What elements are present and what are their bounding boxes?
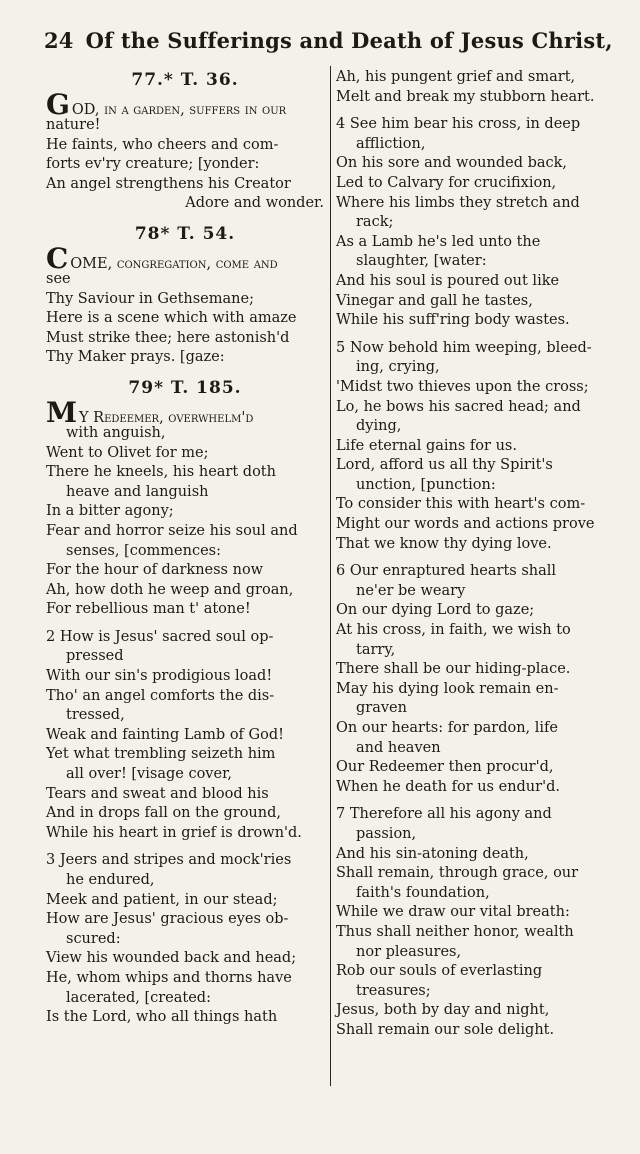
verse-line: View his wounded back and head; — [46, 950, 297, 967]
verse-line: Ah, his pungent grief and smart, — [336, 69, 576, 85]
verse-line: Thy Saviour in Gethsemane; — [46, 290, 254, 307]
verse-line: Life eternal gains for us. — [336, 437, 517, 454]
verse-line: heave and languish — [66, 483, 209, 500]
verse-line: 7 Therefore all his agony and — [336, 806, 552, 823]
verse-line: How are Jesus' gracious eyes ob- — [46, 911, 289, 928]
verse-line: At his cross, in faith, we wish to — [336, 622, 571, 639]
verse-line: Lord, afford us all thy Spirit's — [336, 457, 553, 474]
verse-line: Led to Calvary for crucifixion, — [336, 174, 557, 191]
verse-line: Our Redeemer then procur'd, — [336, 759, 554, 776]
running-header — [44, 28, 613, 53]
verse-line: Shall remain our sole delight. — [336, 1021, 555, 1038]
verse-line: forts ev'ry creature; [yonder: — [46, 156, 260, 173]
verse-line: On our dying Lord to gaze; — [336, 602, 535, 619]
verse-line: Lo, he bows his sacred head; and — [336, 398, 581, 415]
hymn-79-first-text: Y Redeemer, overwhelm'd — [79, 409, 254, 426]
verse-line: Thy Maker prays. [gaze: — [46, 349, 225, 366]
hymn-79-drop-cap: M — [46, 395, 77, 429]
verse-line: Rob our souls of everlasting — [336, 963, 543, 980]
verse-line: Yet what trembling seizeth him — [46, 746, 276, 763]
verse-line: and heaven — [356, 739, 441, 756]
verse-line: affliction, — [356, 135, 426, 152]
verse-line: When he death for us endur'd. — [336, 778, 560, 795]
verse-line: Melt and break my stubborn heart. — [336, 88, 595, 105]
verse-line: tressed, — [66, 707, 125, 724]
hymn-78-drop-cap: C — [46, 241, 69, 275]
verse-line: rack; — [356, 214, 394, 231]
verse-line: 3 Jeers and stripes and mock'ries — [46, 852, 292, 869]
verse-line: While his heart in grief is drown'd. — [46, 824, 302, 841]
verse-line: Must strike thee; here astonish'd — [46, 329, 290, 346]
verse-line: lacerated, [created: — [66, 989, 211, 1006]
verse-line: faith's foundation, — [356, 884, 490, 901]
verse-line: While his suff'ring body wastes. — [336, 312, 570, 329]
verse-line: Adore and wonder. — [185, 195, 324, 212]
verse-line: He faints, who cheers and com- — [46, 136, 279, 153]
verse-line: graven — [356, 700, 407, 717]
hymn-79-title: 79* T. 185. — [128, 377, 242, 398]
verse-line: To consider this with heart's com- — [336, 496, 586, 513]
hymn-78-first-text: OME, congregation, come and — [70, 255, 278, 272]
verse-line: nor pleasures, — [356, 943, 462, 960]
verse-line: In a bitter agony; — [46, 503, 174, 520]
verse-line: For rebellious man t' atone! — [46, 601, 251, 618]
hymn-78-first-line — [46, 241, 324, 275]
verse-line: unction, [punction: — [356, 476, 496, 493]
verse-line: Might our words and actions prove — [336, 516, 595, 533]
verse-line: Where his limbs they stretch and — [336, 194, 580, 211]
hymn-77-title: 77.* T. 36. — [131, 70, 239, 90]
verse-line: all over! [visage cover, — [66, 766, 233, 783]
verse-line: passion, — [356, 825, 417, 842]
verse-line: slaughter, [water: — [356, 253, 487, 270]
verse-line: That we know thy dying love. — [336, 535, 552, 552]
verse-line: see — [46, 270, 71, 287]
verse-line: nature! — [46, 117, 101, 133]
verse-line: 5 Now behold him weeping, bleed- — [336, 339, 592, 356]
verse-line: pressed — [66, 648, 124, 665]
hymn-77-first-text: OD, in a garden, suffers in our — [71, 102, 287, 118]
verse-line: 6 Our enraptured hearts shall — [336, 563, 557, 580]
verse-line: Tho' an angel comforts the dis- — [46, 687, 275, 704]
verse-line: ne'er be weary — [356, 582, 466, 599]
verse-line: There shall be our hiding-place. — [336, 661, 571, 678]
verse-line: Thus shall neither honor, wealth — [336, 923, 574, 940]
verse-line: Fear and horror seize his soul and — [46, 522, 298, 539]
verse-line: Tears and sweat and blood his — [46, 785, 269, 802]
verse-line: Meek and patient, in our stead; — [46, 891, 278, 908]
verse-line: treasures; — [356, 982, 431, 999]
page-number: 24 — [44, 28, 74, 53]
verse-line: While we draw our vital breath: — [336, 904, 570, 921]
hymn-79-first-line — [46, 395, 324, 429]
verse-line: With our sin's prodigious load! — [46, 668, 273, 685]
verse-line: An angel strengthens his Creator — [46, 175, 291, 192]
verse-line: On our hearts: for pardon, life — [336, 720, 558, 736]
column-divider — [330, 66, 331, 1086]
right-column — [336, 68, 616, 1041]
verse-line: Went to Olivet for me; — [46, 444, 209, 461]
verse-line: May his dying look remain en- — [336, 680, 559, 697]
verse-line: 'Midst two thieves upon the cross; — [336, 378, 589, 395]
verse-line: 4 See him bear his cross, in deep — [336, 116, 581, 133]
page-heading: Of the Sufferings and Death of Jesus Christ, — [85, 28, 613, 53]
verse-line: He, whom whips and thorns have — [46, 969, 292, 986]
verse-line: dying, — [356, 418, 402, 435]
verse-line: with anguish, — [66, 424, 166, 441]
hymn-77-drop-cap: G — [46, 88, 70, 121]
hymn-77-first-line — [46, 88, 324, 121]
verse-line: On his sore and wounded back, — [336, 155, 568, 172]
verse-line: And his soul is poured out like — [336, 272, 560, 289]
verse-line: senses, [commences: — [66, 542, 221, 559]
verse-line: Ah, how doth he weep and groan, — [46, 581, 294, 598]
verse-line: Weak and fainting Lamb of God! — [46, 726, 284, 743]
verse-line: There he kneels, his heart doth — [46, 464, 276, 481]
verse-line: As a Lamb he's led unto the — [336, 233, 541, 250]
verse-line: 2 How is Jesus' sacred soul op- — [46, 628, 274, 645]
verse-line: And in drops fall on the ground, — [46, 805, 282, 822]
verse-line: Shall remain, through grace, our — [336, 865, 579, 882]
verse-line: For the hour of darkness now — [46, 562, 264, 579]
verse-line: Jesus, both by day and night, — [336, 1002, 550, 1019]
left-column — [46, 68, 324, 1028]
verse-line: tarry, — [356, 641, 396, 658]
verse-line: Vinegar and gall he tastes, — [336, 292, 533, 309]
verse-line: Here is a scene which with amaze — [46, 310, 297, 327]
verse-line: And his sin-atoning death, — [336, 845, 529, 862]
verse-line: ing, crying, — [356, 359, 440, 376]
hymn-78-title: 78* T. 54. — [134, 223, 236, 244]
verse-line: he endured, — [66, 872, 155, 888]
verse-line: Is the Lord, who all things hath — [46, 1009, 278, 1026]
verse-line: scured: — [66, 930, 121, 947]
